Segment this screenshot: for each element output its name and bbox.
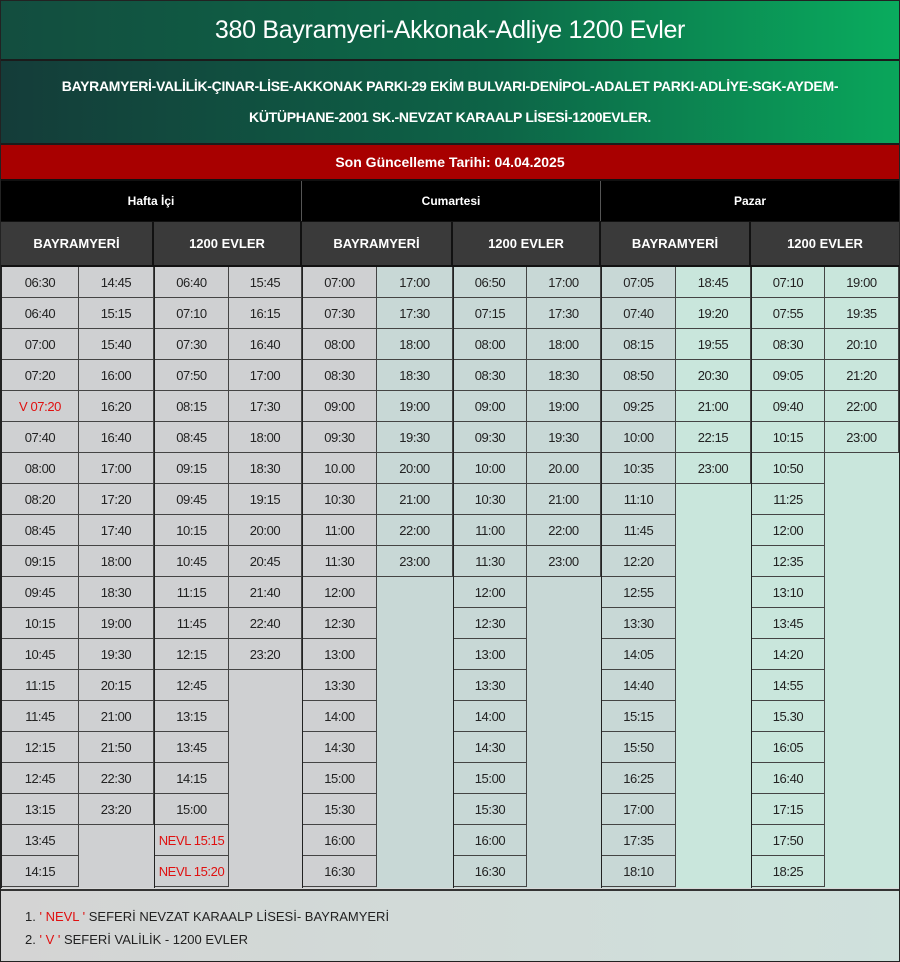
- time-column: [601, 267, 676, 888]
- departure-time: 10:30: [303, 484, 377, 515]
- departure-time: 14:45: [79, 267, 154, 298]
- departure-time: 09:30: [454, 422, 527, 453]
- footnote-text: SEFERİ VALİLİK - 1200 EVLER: [63, 932, 248, 947]
- departure-time: 11:45: [602, 515, 676, 546]
- departure-time: 17:15: [752, 794, 825, 825]
- departure-time: 20:30: [676, 360, 751, 391]
- departure-time: 08:45: [155, 422, 229, 453]
- time-column: [79, 267, 154, 888]
- footnote-item: [25, 928, 875, 951]
- departure-time: 17:20: [79, 484, 154, 515]
- departure-time: 12:55: [602, 577, 676, 608]
- departure-time: 13:30: [303, 670, 377, 701]
- departure-time: 15:00: [303, 763, 377, 794]
- departure-time: 08:20: [2, 484, 79, 515]
- stop-header-bayramyeri-weekday: BAYRAMYERİ: [1, 221, 154, 267]
- departure-time: 10:30: [454, 484, 527, 515]
- departure-time: 19:20: [676, 298, 751, 329]
- last-update: Son Güncelleme Tarihi: 04.04.2025: [1, 145, 899, 181]
- departure-time: 13:45: [2, 825, 79, 856]
- stop-header-1200evler-saturday: 1200 EVLER: [453, 221, 601, 267]
- departure-time: 20.00: [527, 453, 601, 484]
- departure-time: 19:00: [79, 608, 154, 639]
- departure-time: 06:30: [2, 267, 79, 298]
- departure-time: 19:00: [527, 391, 601, 422]
- departure-time: 08:50: [602, 360, 676, 391]
- departure-time: 06:50: [454, 267, 527, 298]
- time-column: [154, 267, 229, 888]
- departure-time: 11:15: [2, 670, 79, 701]
- footnote-number: 1.: [25, 909, 36, 924]
- departure-time: 07:00: [303, 267, 377, 298]
- departure-time: 11:15: [155, 577, 229, 608]
- departure-time: 09:45: [155, 484, 229, 515]
- departure-time: 20:10: [825, 329, 899, 360]
- departure-time: 18:00: [79, 546, 154, 577]
- departure-time: 12:20: [602, 546, 676, 577]
- departure-time: 12:35: [752, 546, 825, 577]
- departure-time: 17:50: [752, 825, 825, 856]
- departure-time: 09:25: [602, 391, 676, 422]
- departure-time: 15:15: [79, 298, 154, 329]
- departure-time: 18:00: [377, 329, 453, 360]
- schedule-grid: [1, 181, 899, 890]
- departure-time: 13:30: [454, 670, 527, 701]
- departure-time: 14:05: [602, 639, 676, 670]
- departure-time: 23:00: [825, 422, 899, 453]
- time-column: [377, 267, 453, 888]
- departure-time: 21:00: [79, 701, 154, 732]
- time-column: [676, 267, 751, 888]
- departure-time: 17:35: [602, 825, 676, 856]
- departure-time: 07:30: [155, 329, 229, 360]
- departure-time: 11:00: [454, 515, 527, 546]
- departure-time: 17:00: [79, 453, 154, 484]
- footnotes: [1, 889, 899, 961]
- departure-time: 14:55: [752, 670, 825, 701]
- departure-time: 09:45: [2, 577, 79, 608]
- departure-time: 09:05: [752, 360, 825, 391]
- departure-time: 15:30: [303, 794, 377, 825]
- departure-time: 10:00: [454, 453, 527, 484]
- departure-time: 12:30: [454, 608, 527, 639]
- departure-time: V 07:20: [2, 391, 79, 422]
- departure-time: 16:05: [752, 732, 825, 763]
- departure-time: 08:45: [2, 515, 79, 546]
- departure-time: 22:00: [527, 515, 601, 546]
- departure-time: 11:30: [303, 546, 377, 577]
- departure-time: 14:00: [303, 701, 377, 732]
- departure-time: 10:15: [155, 515, 229, 546]
- departure-time: 20:00: [377, 453, 453, 484]
- departure-time: 18:00: [527, 329, 601, 360]
- departure-time: 08:00: [303, 329, 377, 360]
- departure-time: 10:45: [155, 546, 229, 577]
- stop-header-bayramyeri-saturday: BAYRAMYERİ: [302, 221, 453, 267]
- departure-time: 15:00: [454, 763, 527, 794]
- page-title: 380 Bayramyeri-Akkonak-Adliye 1200 Evler: [1, 1, 899, 61]
- departure-time: 07:20: [2, 360, 79, 391]
- departure-time: NEVL 15:15: [155, 825, 229, 856]
- departure-time: 07:10: [752, 267, 825, 298]
- departure-time: 10:15: [2, 608, 79, 639]
- departure-time: 14:40: [602, 670, 676, 701]
- departure-time: 08:00: [454, 329, 527, 360]
- departure-time: 10:00: [602, 422, 676, 453]
- footnote-number: 2.: [25, 932, 36, 947]
- departure-time: 19:55: [676, 329, 751, 360]
- departure-time: 08:15: [602, 329, 676, 360]
- departure-time: 11:25: [752, 484, 825, 515]
- departure-time: 16:00: [454, 825, 527, 856]
- departure-time: 11:30: [454, 546, 527, 577]
- departure-time: 17:00: [229, 360, 302, 391]
- departure-time: 12:30: [303, 608, 377, 639]
- departure-time: 08:30: [303, 360, 377, 391]
- departure-time: 18:30: [527, 360, 601, 391]
- time-column: [453, 267, 527, 888]
- departure-time: 10:50: [752, 453, 825, 484]
- departure-time: 16:00: [79, 360, 154, 391]
- departure-time: 18:00: [229, 422, 302, 453]
- time-column: [229, 267, 302, 888]
- departure-time: 09:15: [155, 453, 229, 484]
- departure-time: 21:50: [79, 732, 154, 763]
- departure-time: 12:00: [454, 577, 527, 608]
- departure-time: 07:15: [454, 298, 527, 329]
- stop-header-1200evler-sunday: 1200 EVLER: [751, 221, 899, 267]
- departure-time: 09:00: [303, 391, 377, 422]
- departure-time: 22:40: [229, 608, 302, 639]
- departure-time: 07:50: [155, 360, 229, 391]
- departure-time: 13:00: [454, 639, 527, 670]
- departure-time: 07:30: [303, 298, 377, 329]
- departure-time: 07:40: [602, 298, 676, 329]
- departure-time: 17:40: [79, 515, 154, 546]
- footnote-code: ' NEVL ': [39, 909, 86, 924]
- departure-time: 07:40: [2, 422, 79, 453]
- departure-time: 11:45: [2, 701, 79, 732]
- departure-time: 07:05: [602, 267, 676, 298]
- departure-time: 07:10: [155, 298, 229, 329]
- footnote-item: [25, 905, 875, 928]
- departure-time: 18:45: [676, 267, 751, 298]
- departure-time: 17:30: [229, 391, 302, 422]
- departure-time: 12:00: [303, 577, 377, 608]
- departure-time: 10.00: [303, 453, 377, 484]
- departure-time: 13:10: [752, 577, 825, 608]
- departure-time: 18:30: [229, 453, 302, 484]
- route-description: BAYRAMYERİ-VALİLİK-ÇINAR-LİSE-AKKONAK PARKI-29 EKİM BULVARI-DENİPOL-ADALET PARKI-ADLİYE-SGK-AYDEM-KÜTÜPHANE-2001 SK.-NEVZAT KARAALP LİSESİ-1200EVLER.: [1, 61, 899, 145]
- departure-time: 08:15: [155, 391, 229, 422]
- departure-time: 12:45: [155, 670, 229, 701]
- departure-time: 23:20: [79, 794, 154, 825]
- departure-time: 12:15: [2, 732, 79, 763]
- departure-time: 13:15: [2, 794, 79, 825]
- departure-time: 17:30: [527, 298, 601, 329]
- departure-time: 22:15: [676, 422, 751, 453]
- departure-time: 21:40: [229, 577, 302, 608]
- departure-time: 16:00: [303, 825, 377, 856]
- departure-time: 13:15: [155, 701, 229, 732]
- departure-time: 13:00: [303, 639, 377, 670]
- departure-time: 14:15: [155, 763, 229, 794]
- departure-time: 19:00: [825, 267, 899, 298]
- departure-time: 18:25: [752, 856, 825, 887]
- departure-time: 13:30: [602, 608, 676, 639]
- stop-header-1200evler-weekday: 1200 EVLER: [154, 221, 302, 267]
- departure-time: 18:30: [377, 360, 453, 391]
- departure-time: 08:30: [454, 360, 527, 391]
- departure-time: 15:40: [79, 329, 154, 360]
- time-column: [1, 267, 79, 888]
- departure-time: 14:30: [454, 732, 527, 763]
- departure-time: 17:30: [377, 298, 453, 329]
- departure-time: 13:45: [752, 608, 825, 639]
- departure-time: 16:30: [454, 856, 527, 887]
- departure-time: 16:25: [602, 763, 676, 794]
- departure-time: 17:00: [377, 267, 453, 298]
- departure-time: 09:30: [303, 422, 377, 453]
- departure-time: 16:40: [752, 763, 825, 794]
- departure-time: 23:00: [676, 453, 751, 484]
- departure-time: 12:15: [155, 639, 229, 670]
- departure-time: 08:30: [752, 329, 825, 360]
- departure-time: 15:50: [602, 732, 676, 763]
- day-header-weekday: Hafta İçi: [1, 181, 302, 221]
- departure-time: 20:45: [229, 546, 302, 577]
- departure-time: 16:40: [229, 329, 302, 360]
- departure-time: 15:15: [602, 701, 676, 732]
- departure-time: 15:00: [155, 794, 229, 825]
- departure-time: 22:00: [825, 391, 899, 422]
- departure-time: 10:15: [752, 422, 825, 453]
- departure-time: 18:10: [602, 856, 676, 887]
- departure-time: 09:40: [752, 391, 825, 422]
- departure-time: 13:45: [155, 732, 229, 763]
- departure-time: 23:00: [377, 546, 453, 577]
- footnote-code: ' V ': [39, 932, 61, 947]
- departure-time: 12:00: [752, 515, 825, 546]
- departure-time: 19:35: [825, 298, 899, 329]
- departure-time: 20:15: [79, 670, 154, 701]
- day-header-sunday: Pazar: [601, 181, 899, 221]
- departure-time: 21:00: [527, 484, 601, 515]
- departure-time: 17:00: [602, 794, 676, 825]
- departure-time: 11:10: [602, 484, 676, 515]
- stop-header-bayramyeri-sunday: BAYRAMYERİ: [601, 221, 751, 267]
- departure-time: 22:30: [79, 763, 154, 794]
- departure-time: 12:45: [2, 763, 79, 794]
- departure-time: NEVL 15:20: [155, 856, 229, 887]
- departure-time: 21:00: [377, 484, 453, 515]
- departure-time: 22:00: [377, 515, 453, 546]
- departure-time: 19:00: [377, 391, 453, 422]
- time-column: [302, 267, 377, 888]
- departure-time: 09:15: [2, 546, 79, 577]
- departure-time: 19:30: [527, 422, 601, 453]
- time-column: [751, 267, 825, 888]
- departure-time: 11:00: [303, 515, 377, 546]
- departure-time: 17:00: [527, 267, 601, 298]
- departure-time: 18:30: [79, 577, 154, 608]
- departure-time: 16:15: [229, 298, 302, 329]
- departure-time: 19:30: [377, 422, 453, 453]
- departure-time: 15:30: [454, 794, 527, 825]
- departure-time: 23:00: [527, 546, 601, 577]
- departure-time: 16:30: [303, 856, 377, 887]
- departure-time: 16:40: [79, 422, 154, 453]
- day-header-saturday: Cumartesi: [302, 181, 601, 221]
- departure-time: 07:55: [752, 298, 825, 329]
- departure-time: 07:00: [2, 329, 79, 360]
- departure-time: 08:00: [2, 453, 79, 484]
- departure-time: 14:15: [2, 856, 79, 887]
- departure-time: 14:30: [303, 732, 377, 763]
- footnote-text: SEFERİ NEVZAT KARAALP LİSESİ- BAYRAMYERİ: [88, 909, 390, 924]
- departure-time: 21:00: [676, 391, 751, 422]
- departure-time: 14:20: [752, 639, 825, 670]
- departure-time: 09:00: [454, 391, 527, 422]
- departure-time: 19:30: [79, 639, 154, 670]
- time-column: [825, 267, 899, 888]
- time-column: [527, 267, 601, 888]
- departure-time: 21:20: [825, 360, 899, 391]
- departure-time: 06:40: [2, 298, 79, 329]
- departure-time: 19:15: [229, 484, 302, 515]
- departure-time: 15.30: [752, 701, 825, 732]
- departure-time: 06:40: [155, 267, 229, 298]
- departure-time: 10:35: [602, 453, 676, 484]
- departure-time: 15:45: [229, 267, 302, 298]
- departure-time: 10:45: [2, 639, 79, 670]
- departure-time: 20:00: [229, 515, 302, 546]
- departure-time: 14:00: [454, 701, 527, 732]
- departure-time: 23:20: [229, 639, 302, 670]
- departure-time: 16:20: [79, 391, 154, 422]
- departure-time: 11:45: [155, 608, 229, 639]
